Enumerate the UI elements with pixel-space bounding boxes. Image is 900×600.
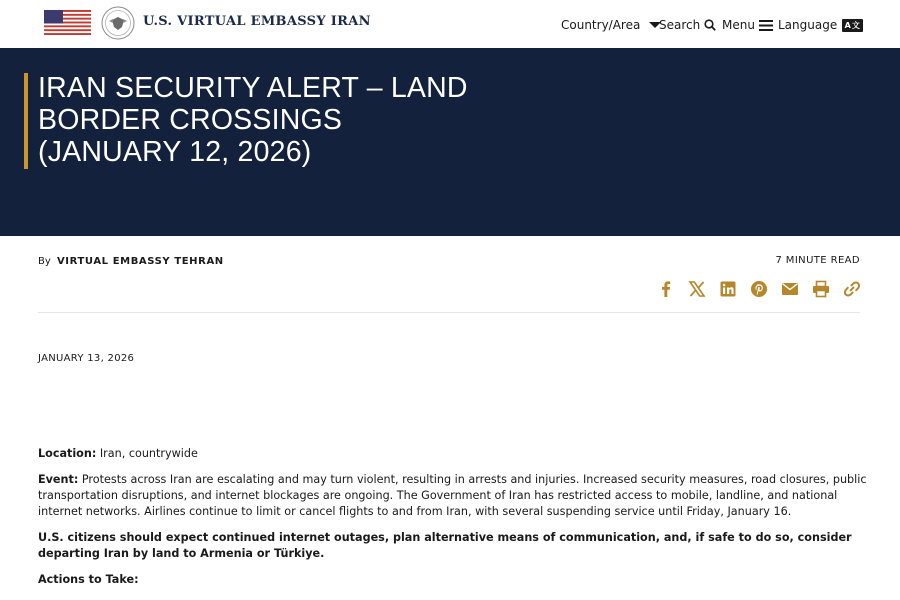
hero-banner [0, 48, 900, 236]
article-body [38, 446, 868, 598]
hero-accent-bar [24, 73, 28, 169]
search-label: Search [659, 18, 701, 32]
location-text: Iran, countrywide [96, 447, 198, 460]
actions-paragraph [38, 572, 868, 588]
facebook-icon[interactable] [656, 279, 676, 299]
byline [38, 256, 224, 267]
page-title-line-2: BORDER CROSSINGS [38, 104, 343, 136]
print-icon[interactable] [811, 279, 831, 299]
pinterest-icon[interactable] [749, 279, 769, 299]
site-title[interactable]: U.S. VIRTUAL EMBASSY IRAN [143, 14, 371, 29]
byline-prefix: By [38, 256, 51, 267]
page-title [38, 72, 508, 168]
search-button[interactable] [659, 16, 716, 34]
search-icon [704, 19, 716, 31]
country-area-dropdown[interactable] [561, 16, 662, 34]
warning-paragraph: U.S. citizens should expect continued internet outages, plan alternative means of communication, and, if safe to do so, consider departing Iran by land to Armenia or Türkiye. [38, 531, 852, 560]
us-flag-icon[interactable] [44, 10, 91, 35]
embassy-seal-icon[interactable] [101, 6, 135, 40]
language-button[interactable] [778, 16, 863, 34]
event-label: Event: [38, 473, 79, 486]
event-paragraph [38, 472, 868, 520]
meta-divider [38, 312, 860, 313]
menu-button[interactable] [722, 16, 773, 34]
actions-label: Actions to Take: [38, 573, 139, 586]
language-label: Language [778, 18, 838, 32]
page-title-line-3: (JANUARY 12, 2026) [38, 136, 312, 168]
link-icon[interactable] [842, 279, 862, 299]
email-icon[interactable] [780, 279, 800, 299]
read-time: 7 MINUTE READ [775, 255, 860, 266]
menu-label: Menu [722, 18, 755, 32]
byline-author: VIRTUAL EMBASSY TEHRAN [56, 256, 224, 267]
share-bar [656, 279, 862, 299]
linkedin-icon[interactable] [718, 279, 738, 299]
article-date: JANUARY 13, 2026 [38, 353, 135, 364]
country-area-label: Country/Area [561, 18, 641, 32]
event-text: Protests across Iran are escalating and may turn violent, resulting in arrests and injuries. Increased security measures, road closures, public transportation disruptions, and internet blockages are ongoing. The Government of Iran has restricted access to mobile, landline, and national internet networks. Airlines continue to limit or cancel flights to and from Iran, with several suspending service until Friday, January 16. [38, 473, 867, 518]
x-icon[interactable] [687, 279, 707, 299]
site-header [0, 0, 900, 48]
translate-icon: A文 [842, 19, 863, 32]
location-label: Location: [38, 447, 97, 460]
page-title-line-1: IRAN SECURITY ALERT – LAND [38, 72, 468, 104]
hamburger-icon [759, 20, 773, 31]
location-paragraph [38, 446, 868, 462]
